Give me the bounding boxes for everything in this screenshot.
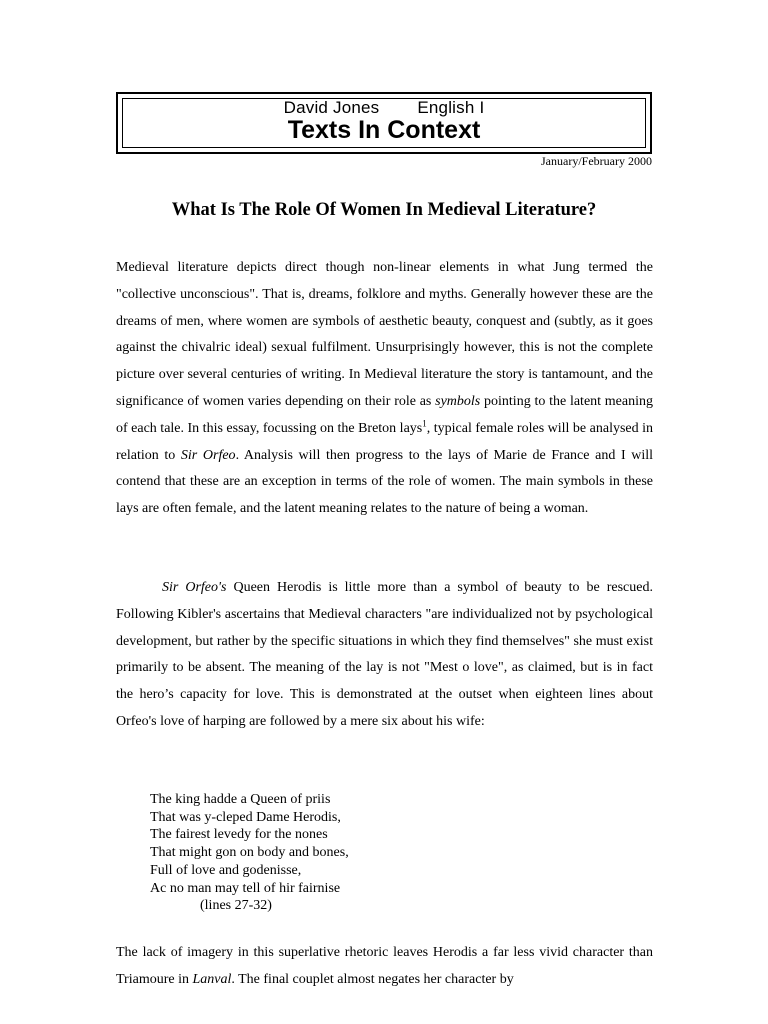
document-date: January/February 2000 [541,154,652,168]
p2-sir-orfeos: Sir Orfeo's [162,580,227,595]
p3-text-b: . The final couplet almost negates her character by [231,971,514,987]
quote-line: The fairest levedy for the nones [150,827,328,843]
header-box [116,92,652,154]
essay-title: What Is The Role Of Women In Medieval Literature? [171,200,597,220]
paragraph-2 [116,575,653,736]
p1-text-d: . Analysis will then progress to the lays of Marie de France and I will contend that these are an exception in terms of the role of women. The main symbols in these lays are often female, and the latent meaning relates to the nature of being a woman. [116,447,654,517]
quote-line: That was y-cleped Dame Herodis, [150,809,341,825]
paragraph-3 [116,940,653,994]
author-name: David Jones [283,98,380,117]
quote-line: Ac no man may tell of hir fairnise [150,880,341,896]
verse-quote [150,791,349,915]
p2-text-a: Queen Herodis is little more than a symbol of beauty to be rescued. Following Kibler's ascertains that Medieval characters "are individualized not by psychological development, but rather by the specific situations in which they find themselves" she must exist primarily to be absent. The meaning of the lay is not "Mest o love", as claimed, but is in fact the hero’s capacity for love. This is demonstrated at the outset when eighteen lines about Orfeo's love of harping are followed by a mere six about his wife: [116,580,653,729]
paragraph-1 [116,255,653,523]
p3-lanval: Lanval [192,971,232,987]
footnote-marker: 1 [422,418,427,429]
p1-text-c: , typical female roles will be analysed in relation to [116,420,654,463]
p3-text-a: The lack of imagery in this superlative rhetoric leaves Herodis a far less vivid character than Triamoure in [116,945,653,987]
quote-line: Full of love and godenisse, [150,862,302,878]
quote-line: That might gon on body and bones, [150,845,349,861]
quote-citation: (lines 27-32) [200,898,272,914]
p1-symbols: symbols [435,393,481,409]
document-title: Texts In Context [287,116,481,144]
course-name: English I [417,98,485,117]
header-author-course [118,98,650,118]
p1-sir-orfeo: Sir Orfeo [180,447,236,463]
quote-line: The king hadde a Queen of priis [150,792,331,807]
p1-text-b: pointing to the latent meaning of each tale. In this essay, focussing on the Breton lays [116,393,654,436]
p1-text-a: Medieval literature depicts direct though non-linear elements in what Jung termed the "collective unconscious". That is, dreams, folklore and myths. Generally however these are the dreams of men, where women are symbols of aesthetic beauty, conquest and (subtly, as it goes against the chivalric ideal) sexual fulfilment. Unsurprisingly however, this is not the complete picture over several centuries of writing. In Medieval literature the story is tantamount, and the significance of women varies depending on their role as [116,260,653,409]
